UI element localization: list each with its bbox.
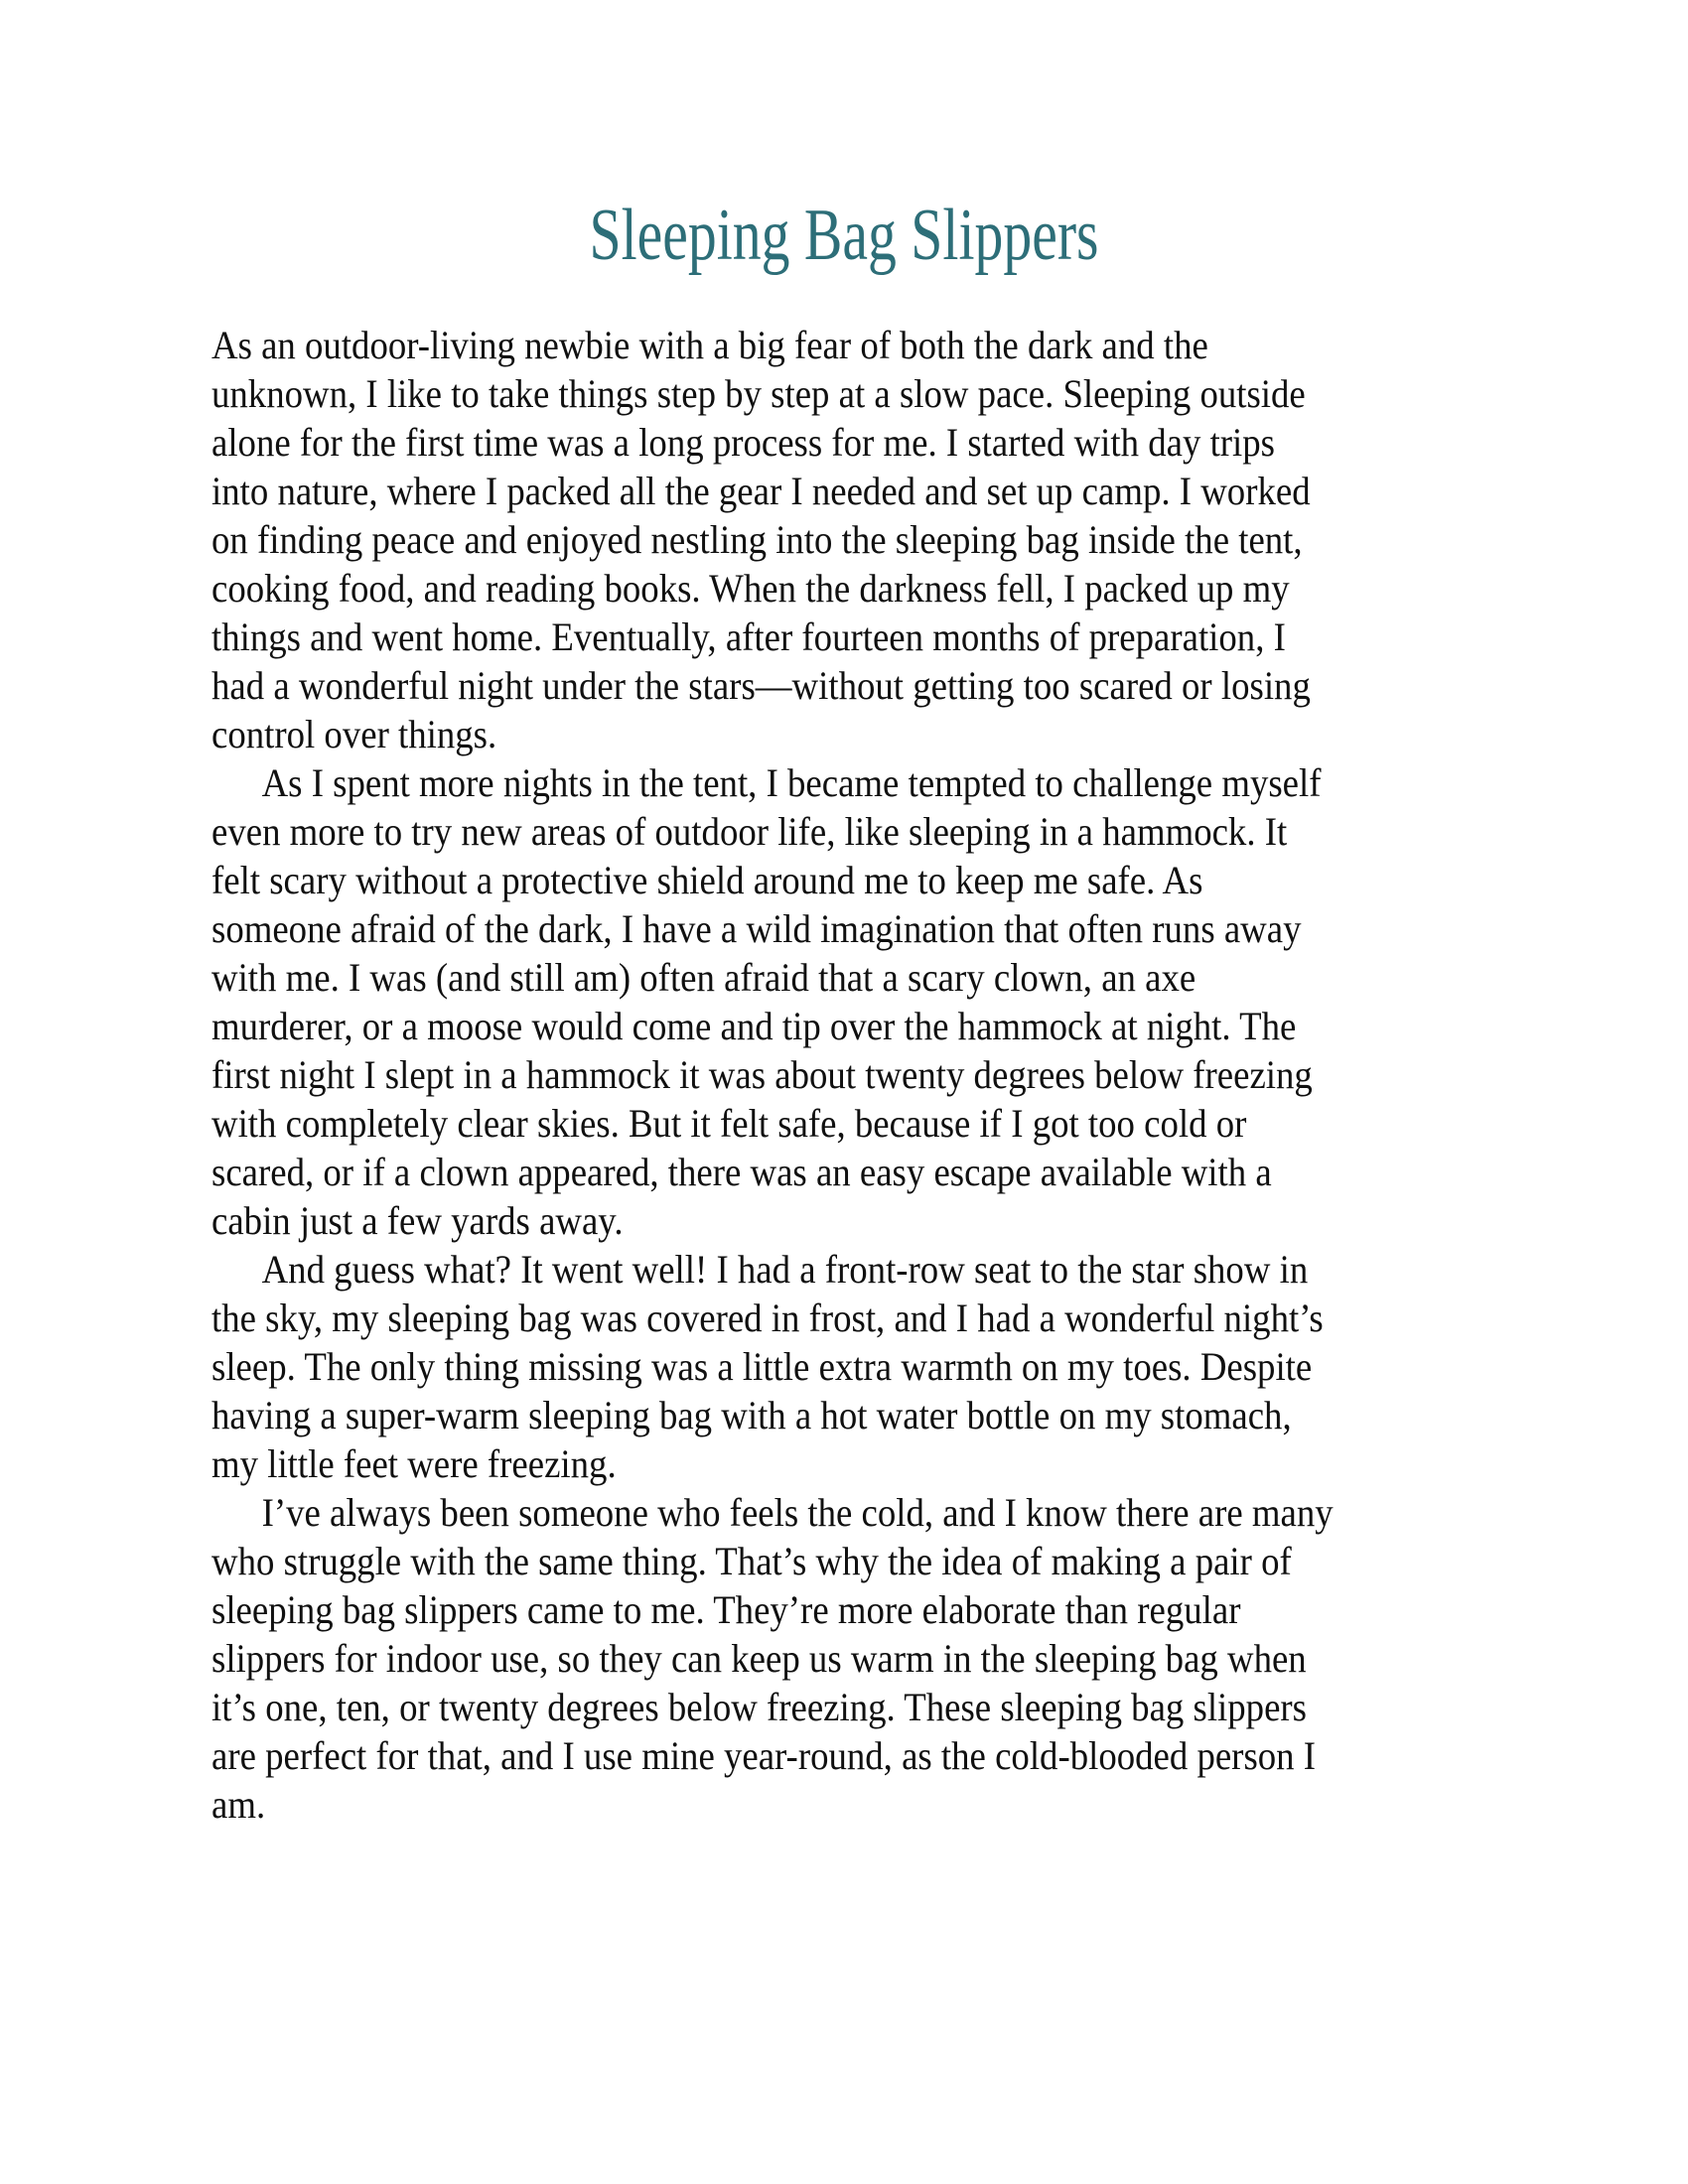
paragraph	[211, 758, 1545, 1245]
text-line: murderer, or a moose would come and tip over the hammock at night. The	[211, 1004, 1297, 1048]
text-line: with completely clear skies. But it felt safe, because if I got too cold or	[211, 1101, 1247, 1146]
text-line: even more to try new areas of outdoor life, like sleeping in a hammock. It	[211, 809, 1288, 854]
text-line: slippers for indoor use, so they can keep us warm in the sleeping bag when	[211, 1636, 1307, 1681]
text-line: my little feet were freezing.	[211, 1441, 617, 1486]
text-line: unknown, I like to take things step by step at a slow pace. Sleeping outside	[211, 371, 1306, 416]
text-line: am.	[211, 1782, 266, 1827]
text-line: scared, or if a clown appeared, there was an easy escape available with a	[211, 1150, 1272, 1194]
text-line: who struggle with the same thing. That’s why the idea of making a pair of	[211, 1539, 1292, 1583]
text-line: had a wonderful night under the stars—without getting too scared or losing	[211, 663, 1311, 708]
text-line: sleeping bag slippers came to me. They’re more elaborate than regular	[211, 1587, 1241, 1632]
document-body	[211, 321, 1545, 1829]
text-line: As an outdoor-living newbie with a big fear of both the dark and the	[211, 323, 1208, 367]
text-line: are perfect for that, and I use mine year-round, as the cold-blooded person I	[211, 1733, 1317, 1778]
text-line: As I spent more nights in the tent, I became tempted to challenge myself	[261, 760, 1322, 805]
text-line: sleep. The only thing missing was a little extra warmth on my toes. Despite	[211, 1344, 1313, 1389]
text-line: cooking food, and reading books. When the darkness fell, I packed up my	[211, 566, 1290, 611]
text-line: into nature, where I packed all the gear I needed and set up camp. I worked	[211, 469, 1311, 513]
text-line: control over things.	[211, 712, 497, 756]
text-line: the sky, my sleeping bag was covered in frost, and I had a wonderful night’s	[211, 1296, 1324, 1340]
text-line: on finding peace and enjoyed nestling into the sleeping bag inside the tent,	[211, 517, 1303, 562]
text-line: things and went home. Eventually, after fourteen months of preparation, I	[211, 614, 1286, 659]
text-line: And guess what? It went well! I had a front-row seat to the star show in	[261, 1247, 1309, 1292]
text-line: cabin just a few yards away.	[211, 1198, 624, 1243]
paragraph	[211, 1245, 1545, 1488]
document-title: Sleeping Bag Slippers	[589, 195, 1099, 276]
text-line: having a super-warm sleeping bag with a hot water bottle on my stomach,	[211, 1393, 1292, 1437]
text-line: I’ve always been someone who feels the cold, and I know there are many	[261, 1490, 1334, 1535]
text-line: someone afraid of the dark, I have a wild imagination that often runs away	[211, 906, 1302, 951]
text-line: it’s one, ten, or twenty degrees below freezing. These sleeping bag slippers	[211, 1685, 1307, 1729]
text-line: alone for the first time was a long process for me. I started with day trips	[211, 420, 1275, 465]
text-line: felt scary without a protective shield around me to keep me safe. As	[211, 858, 1203, 902]
text-line: with me. I was (and still am) often afraid that a scary clown, an axe	[211, 955, 1196, 1000]
text-line: first night I slept in a hammock it was about twenty degrees below freezing	[211, 1052, 1313, 1097]
paragraph	[211, 321, 1545, 758]
paragraph	[211, 1488, 1545, 1829]
